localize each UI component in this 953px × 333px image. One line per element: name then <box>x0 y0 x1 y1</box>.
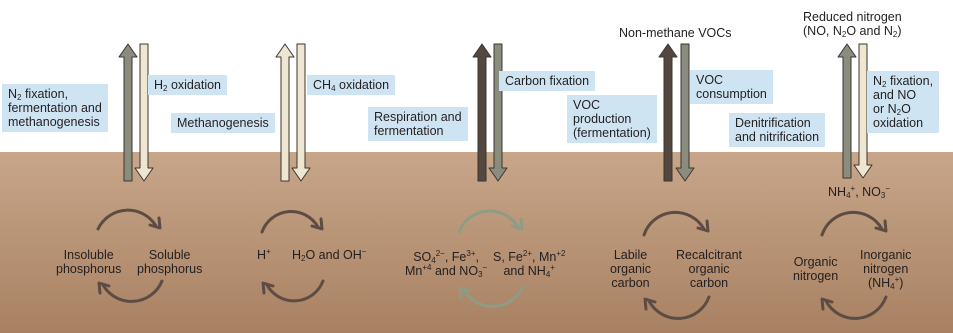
cycle-phosphorus-left-label: Insoluble phosphorus <box>56 248 122 276</box>
cycle-hydrogen-right-label: $H_2O$ and OH− <box>292 247 367 263</box>
label-h2-oxidation: $H_2$ oxidation <box>148 75 227 95</box>
label-denitrification-nitrification: Denitrification and nitrification <box>729 113 825 147</box>
cycle-metals-right-label: S, $Fe^{2+}$, $Mn^{+2}$ and $NH_4^+$ <box>493 249 566 279</box>
label-n2-fixation-fermentation-methanogenesis: $N_2$ fixation, fermentation and methanogenesis <box>2 84 108 132</box>
label-non-methane-vocs: Non-methane VOCs <box>619 26 732 40</box>
cycle-carbon-right-label: Recalcitrant organic carbon <box>676 248 742 290</box>
cycle-carbon-left-label: Labile organic carbon <box>610 248 651 290</box>
label-methanogenesis: Methanogenesis <box>171 113 275 133</box>
cycle-metals-left-label: $SO_4^{2-}$, $Fe^{3+}$, $Mn^{+4}$ and $NO_3^-$ <box>405 249 488 279</box>
cycle-nitrogen-right-label: Inorganic nitrogen $(NH_4^+)$ <box>860 248 912 291</box>
label-n2-fixation-no-oxidation: $N_2$ fixation, and NO or $N_2O$ oxidation <box>867 71 939 133</box>
label-reduced-nitrogen: Reduced nitrogen (NO, $N_2O$ and $N_2$) <box>803 10 902 39</box>
label-ch4-oxidation: $CH_4$ oxidation <box>307 75 395 95</box>
label-carbon-fixation: Carbon fixation <box>499 71 595 91</box>
cycle-nitrogen-left-label: Organic nitrogen <box>793 255 839 283</box>
label-voc-consumption: VOC consumption <box>690 70 773 104</box>
label-nh4-no3: $NH_4^+$, $NO_3^-$ <box>828 184 891 200</box>
cycle-phosphorus-right-label: Soluble phosphorus <box>137 248 203 276</box>
label-voc-production: VOC production (fermentation) <box>567 95 657 143</box>
cycle-hydrogen-left-label: H+ <box>257 247 271 262</box>
label-respiration-fermentation: Respiration and fermentation <box>368 107 468 141</box>
